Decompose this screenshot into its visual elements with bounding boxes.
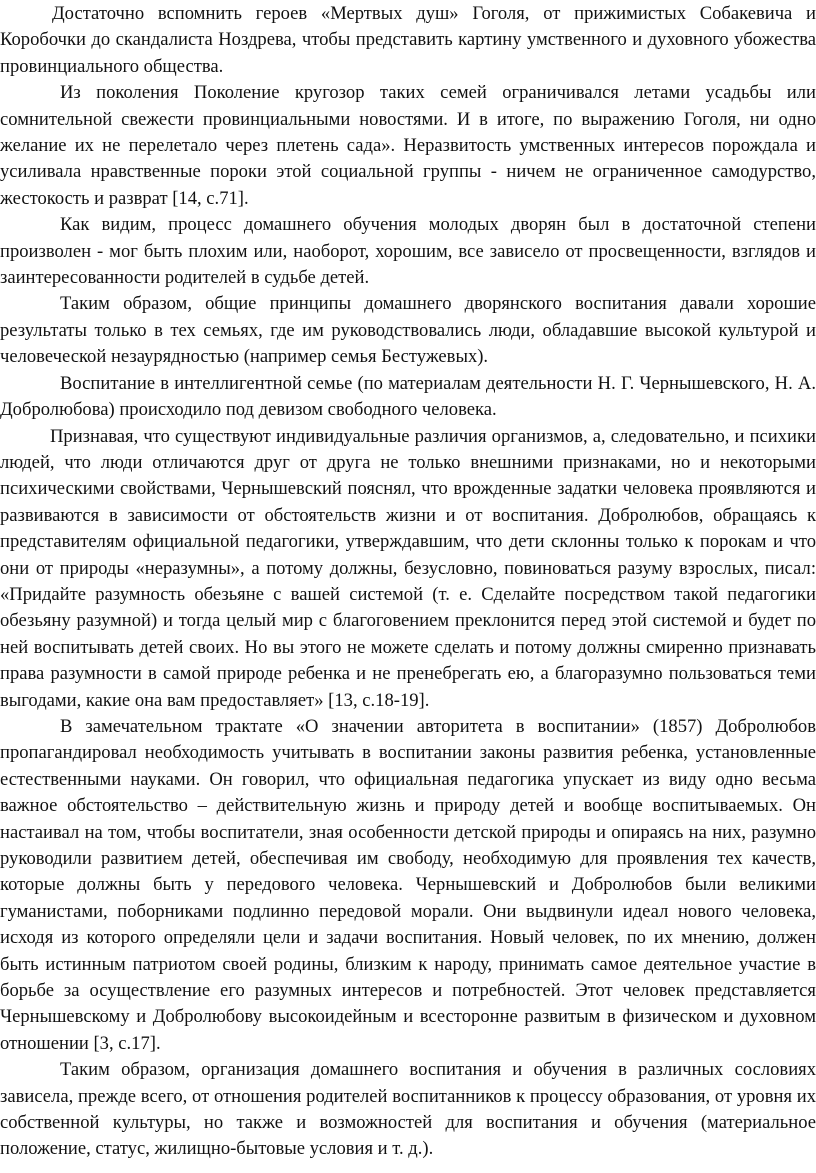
paragraph-intelligentsia-family: Воспитание в интеллигентной семье (по материалам деятельности Н. Г. Чернышевского, Н. А. Добролюбова) происходило под девизом свободного человека.	[0, 372, 816, 421]
paragraph-individual-differences: Признавая, что существуют индивидуальные различия организмов, а, следовательно, и психики людей, что люди отличаются друг от друга не только внешними признаками, но и некоторыми психическими свойствами, Чернышевский пояснял, что врожденные задатки человека проявляются и развиваются в зависимости от обстоятельств жизни и от воспитания. Добролюбов, обращаясь к представителям официальной педагогики, утверждавшим, что дети склонны только к порокам и что они от природы «неразумны», а потому должны, безусловно, повиноваться разуму взрослых, писал: «Придайте разумность обезьяне с вашей системой (т. е. Сделайте посредством такой педагогики обезьяну разумной) и тогда целый мир с благоговением преклонится перед этой системой и будет по ней воспитывать детей своих. Но вы этого не можете сделать и потому должны смиренно признавать права разумности в самой природе ребенка и не пренебрегать ею, а благоразумно пользоваться теми выгодами, какие она вам предоставляет» [13, с.18-19].	[0, 425, 816, 711]
paragraph-noble-upbringing: Таким образом, общие принципы домашнего дворянского воспитания давали хорошие результаты только в тех семьях, где им руководствовались люди, обладавшие высокой культурой и человеческой незаурядностью (например семья Бестужевых).	[0, 293, 816, 368]
paragraph-dead-souls: Достаточно вспомнить героев «Мертвых душ» Гоголя, от прижимистых Собакевича и Коробочки до скандалиста Ноздрева, чтобы представить картину умственного и духовного убожества провинциального общества.	[0, 3, 816, 77]
paragraph-authority-treatise: В замечательном трактате «О значении авторитета в воспитании» (1857) Добролюбов пропагандировал необходимость учитывать в воспитании законы развития ребенка, установленные естественными науками. Он говорил, что официальная педагогика упускает из виду одно весьма важное обстоятельство – действительную жизнь и природу детей и вообще воспитываемых. Он настаивал на том, чтобы воспитатели, зная особенности детской природы и опираясь на них, разумно руководили развитием детей, обеспечивая им свободу, необходимую для проявления тех качеств, которые должны быть у передового человека. Чернышевский и Добролюбов были великими гуманистами, поборниками подлинно передовой морали. Они выдвинули идеал нового человека, исходя из которого определяли цели и задачи воспитания. Новый человек, по их мнению, должен быть истинным патриотом своей родины, близким к народу, принимать самое деятельное участие в борьбе за осуществление его разумных интересов и потребностей. Этот человек представляется Чернышевскому и Добролюбову высокоидейным и всесторонне развитым в физическом и духовном отношении [3, с.17].	[0, 715, 816, 1054]
paragraph-conclusion: Таким образом, организация домашнего воспитания и обучения в различных сословиях зависела, прежде всего, от отношения родителей воспитанников к процессу образования, от уровня их собственной культуры, но также и возможностей для воспитания и обучения (материальное положение, статус, жилищно-бытовые условия и т. д.).	[0, 1059, 816, 1160]
paragraph-home-education: Как видим, процесс домашнего обучения молодых дворян был в достаточной степени произволен - мог быть плохим или, наоборот, хорошим, все зависело от просвещенности, взглядов и заинтересованности родителей в судьбе детей.	[0, 214, 816, 289]
paragraph-provincial-outlook: Из поколения Поколение кругозор таких семей ограничивался летами усадьбы или сомнительной свежести провинциальными новостями. И в итоге, по выражению Гоголя, ни одно желание их не перелетало через плетень сада». Неразвитость умственных интересов порождала и усиливала нравственные пороки этой социальной группы - ничем не ограниченное самодурство, жестокость и разврат [14, с.71].	[0, 82, 816, 209]
